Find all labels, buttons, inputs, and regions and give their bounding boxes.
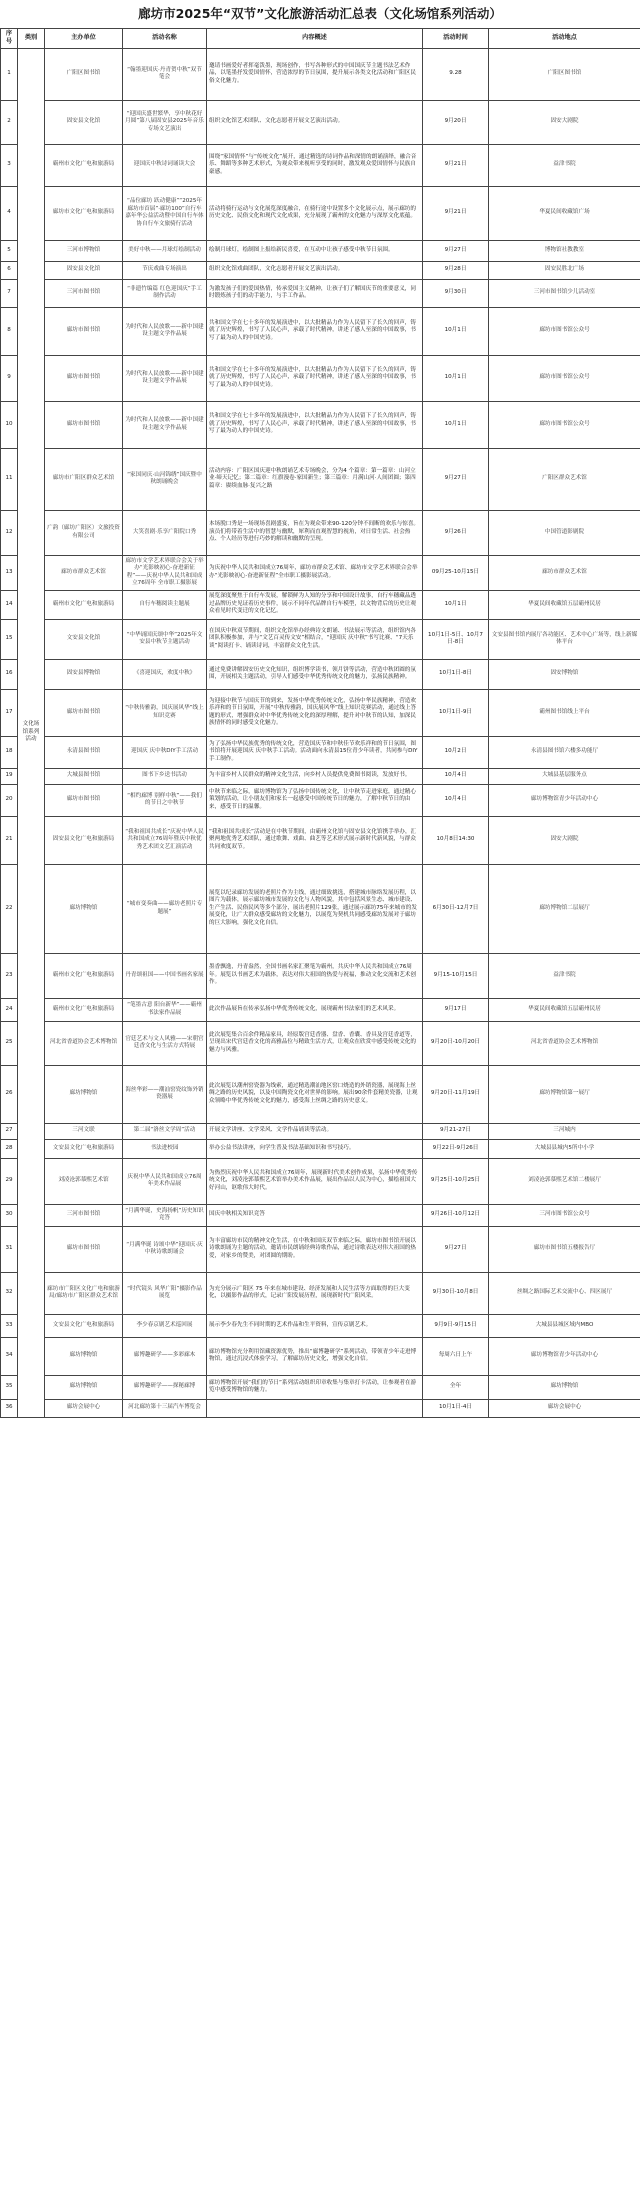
place-cell: 华夏民间收藏馆五层霸州民居	[489, 998, 640, 1021]
place-cell: 大城县县城区域内MBO	[489, 1314, 640, 1337]
organizer-cell: 廊坊市广阳区群众艺术馆	[45, 448, 123, 510]
table-row	[1, 1226, 640, 1272]
row-number: 28	[1, 1139, 18, 1158]
time-cell: 10月1日	[423, 307, 489, 355]
time-cell: 9月9日-9月15日	[423, 1314, 489, 1337]
description-cell: 共和国文学在七十多年的发展演进中，以大批精品力作为人民留下了长久的回声，铸就了历史辉煌，书写了人民心声，承载了时代精神，讲述了感人至深的中国故事，书写了最为动人的中国史诗。	[207, 307, 423, 355]
place-cell: 博物馆社教教室	[489, 240, 640, 261]
time-cell: 10月1日-4日	[423, 1399, 489, 1417]
time-cell: 全年	[423, 1375, 489, 1399]
description-cell: 活动将骑行运动与文化展览深度融合，在骑行途中设置多个文化展示点，展示廊坊的历史文化、民俗文化和现代文化成果，充分展现了霸州的文化魅力与深厚文化底蕴。	[207, 186, 423, 240]
activity-name-cell: 廊博趣研学——多彩廊木	[123, 1337, 207, 1375]
activity-name-cell: “月满华诞 诗颂中华”迎国庆·庆中秋诗歌朗诵会	[123, 1226, 207, 1272]
row-number: 36	[1, 1399, 18, 1417]
description-cell: 中秋节来临之际，廊坊博物馆为了弘扬中国传统文化，让中秋节走进家庭，通过精心策划的活动，让小朋友们和家长一起感受中国传统节日的魅力，了解中秋节日的由来，感受节日的温馨。	[207, 784, 423, 816]
row-number: 7	[1, 279, 18, 307]
organizer-cell: 文安县文化广电和旅游局	[45, 1314, 123, 1337]
description-cell: 共和国文学在七十多年的发展演进中，以大批精品力作为人民留下了长久的回声，铸就了历史辉煌，书写了人民心声，承载了时代精神，讲述了感人至深的中国故事，书写了最为动人的中国史诗。	[207, 401, 423, 448]
organizer-cell: 廊坊市图书馆	[45, 307, 123, 355]
header-time: 活动时间	[423, 29, 489, 49]
row-number: 9	[1, 355, 18, 401]
row-number: 15	[1, 619, 18, 659]
organizer-cell: 霸州市文化广电和旅游局	[45, 953, 123, 998]
activity-name-cell: “迎国庆盛世繁华，享中秋花好月圆”第八届固安县2025年音乐专场文艺演出	[123, 100, 207, 144]
place-cell: 廊坊市图书馆公众号	[489, 355, 640, 401]
time-cell: 9月20日	[423, 100, 489, 144]
table-row	[1, 689, 640, 736]
row-number: 19	[1, 768, 18, 784]
activity-name-cell: “笔墨古意 阳台新华”——霸州书法家作品展	[123, 998, 207, 1021]
header-organizer: 主办单位	[45, 29, 123, 49]
organizer-cell: 霸州市文化广电和旅游局	[45, 998, 123, 1021]
table-row	[1, 510, 640, 555]
document-title: 廊坊市2025年“双节”文化旅游活动汇总表（文化场馆系列活动）	[138, 6, 502, 21]
row-number: 10	[1, 401, 18, 448]
table-row	[1, 864, 640, 953]
row-number: 21	[1, 816, 18, 864]
time-cell: 10月1日	[423, 401, 489, 448]
organizer-cell: 固安县文化馆	[45, 261, 123, 279]
table-row	[1, 1021, 640, 1065]
organizer-cell: 三河市图书馆	[45, 1204, 123, 1226]
table-row	[1, 1399, 640, 1417]
organizer-cell: 廊坊会展中心	[45, 1399, 123, 1417]
table-row	[1, 261, 640, 279]
table-row	[1, 659, 640, 689]
description-cell: 围绕“家国情怀”与“传统文化”展开，通过精选的诗词作品和深情的朗诵演绎，融合音乐、舞蹈等多种艺术形式，为观众带来视听享受的同时，激发观众爱国情怀与民族自豪感。	[207, 144, 423, 186]
category-cell: 文化场馆系列活动	[18, 48, 45, 1417]
place-cell: 廊坊博物馆青少年活动中心	[489, 784, 640, 816]
table-row	[1, 1204, 640, 1226]
place-cell: 文安县图书馆内展厅各功能区、艺术中心广场等，线上新媒体平台	[489, 619, 640, 659]
table-row	[1, 279, 640, 307]
row-number: 13	[1, 555, 18, 590]
place-cell: 廊坊博物馆二层展厅	[489, 864, 640, 953]
description-cell: 为迎接中秋节与国庆节的到来，发扬中华优秀传统文化，弘扬中华民族精神，营造欢乐祥和的节日氛围，开展“中秋传雅韵，国庆展风华”线上知识竞赛活动，通过线上答题的形式，增强群众对中华优秀传统文化的深厚理解，提升对中秋节的认知，加深民族情怀的同时感受文化魅力。	[207, 689, 423, 736]
time-cell: 9月30日	[423, 279, 489, 307]
place-cell: 益津书院	[489, 144, 640, 186]
activity-name-cell: 河北廊坊第十三届汽车博览会	[123, 1399, 207, 1417]
time-cell: 6月30日-12月7日	[423, 864, 489, 953]
table-row	[1, 1337, 640, 1375]
header-description: 内容概述	[207, 29, 423, 49]
organizer-cell: 廊坊市文化广电和旅游局	[45, 186, 123, 240]
time-cell: 10月4日	[423, 784, 489, 816]
time-cell: 9月27日	[423, 240, 489, 261]
organizer-cell: 廊坊市图书馆	[45, 355, 123, 401]
organizer-cell: 廊坊博物馆	[45, 1375, 123, 1399]
place-cell: 廊坊市图书馆公众号	[489, 401, 640, 448]
activity-name-cell: 节庆戏曲专场演出	[123, 261, 207, 279]
time-cell: 9月27日	[423, 448, 489, 510]
description-cell: 组织文化馆戏曲团队，文化志愿者开展文艺演出活动。	[207, 261, 423, 279]
row-number: 22	[1, 864, 18, 953]
time-cell: 9月15-10月15日	[423, 953, 489, 998]
row-number: 1	[1, 48, 18, 100]
time-cell: 9.28	[423, 48, 489, 100]
description-cell: 邀请书画爱好者挥毫泼墨，现场创作，书写各种形式的中国国庆节主题书法艺术作品，以笔墨抒发爱国情怀，营造浓厚的节日氛围，提升展示各类文化活动和广阳区民俗文化魅力。	[207, 48, 423, 100]
activity-name-cell: “家国同庆·山河锦绣”国庆暨中秋朗诵晚会	[123, 448, 207, 510]
time-cell: 9月28日	[423, 261, 489, 279]
activity-name-cell: 美好中秋——月球灯绘制活动	[123, 240, 207, 261]
table-row	[1, 448, 640, 510]
organizer-cell: 廊坊市广阳区文化广电和旅游局/廊坊市广阳区群众艺术馆	[45, 1272, 123, 1314]
place-cell: 广阳区图书馆	[489, 48, 640, 100]
organizer-cell: 刘凌沧郭慕熙艺术馆	[45, 1158, 123, 1204]
place-cell: 廊坊市图书馆公众号	[489, 307, 640, 355]
row-number: 4	[1, 186, 18, 240]
organizer-cell: 廊坊市图书馆	[45, 784, 123, 816]
place-cell: 广阳区群众艺术馆	[489, 448, 640, 510]
description-cell: 活动内容：广阳区国庆迎中秋朗诵艺术专场晚会，分为4 个篇章：第一篇章：山河立业·缔天记忆；第二篇章：红旗漫卷·家国新生；第三篇章：月满山河·人间团圆；第四篇章：赓续血脉·复兴之路	[207, 448, 423, 510]
organizer-cell: 固安县文化馆	[45, 100, 123, 144]
time-cell: 10月1日	[423, 590, 489, 619]
table-row	[1, 816, 640, 864]
place-cell: 廊坊博物馆第一展厅	[489, 1065, 640, 1123]
row-number: 17	[1, 689, 18, 736]
organizer-cell: 廊坊博物馆	[45, 864, 123, 953]
activity-name-cell: “相约廊博 别样中秋”——我们的节日之中秋节	[123, 784, 207, 816]
table-row	[1, 590, 640, 619]
description-cell: 国庆中秋相关知识竞答	[207, 1204, 423, 1226]
row-number: 20	[1, 784, 18, 816]
description-cell: “我和祖国共成长”活动是在中秋节期间，由霸州文化馆与固安县文化馆携手举办，汇聚两地优秀艺术团队，通过歌舞、戏曲、曲艺等艺术形式展示新时代新风貌，与群众共同欢度双节。	[207, 816, 423, 864]
organizer-cell: 河北省香道协会艺术博物馆	[45, 1021, 123, 1065]
time-cell: 10月8日14:30	[423, 816, 489, 864]
row-number: 34	[1, 1337, 18, 1375]
description-cell: 举办公益书法讲座，向学生普及书法基础知识和书写技巧。	[207, 1139, 423, 1158]
row-number: 30	[1, 1204, 18, 1226]
table-row	[1, 48, 640, 100]
place-cell: 三河城内	[489, 1123, 640, 1139]
place-cell: 丝绸之路国际艺术交流中心、四区展厅	[489, 1272, 640, 1314]
row-number: 2	[1, 100, 18, 144]
description-cell: 展示李少春先生不同时期的艺术作品和生平资料，宣传京剧艺术。	[207, 1314, 423, 1337]
row-number: 31	[1, 1226, 18, 1272]
row-number: 33	[1, 1314, 18, 1337]
table-row	[1, 1375, 640, 1399]
table-row	[1, 240, 640, 261]
description-cell: 为充分展示广阳区 75 年来在城市建设、经济发展和人民生活等方面取得的巨大变化，以摄影作品的形式，记录广阳发展历程，展现新时代广阳风采。	[207, 1272, 423, 1314]
activity-name-cell: 庆祝中华人民共和国成立76周年美术作品展	[123, 1158, 207, 1204]
row-number: 26	[1, 1065, 18, 1123]
time-cell: 10月2日	[423, 736, 489, 768]
table-row	[1, 1123, 640, 1139]
header-no: 序号	[1, 29, 18, 49]
organizer-cell: 固安县文化广电和旅游局	[45, 816, 123, 864]
place-cell: 华夏民间收藏馆五层霸州民居	[489, 590, 640, 619]
organizer-cell: 廊坊博物馆	[45, 1065, 123, 1123]
row-number: 8	[1, 307, 18, 355]
row-number: 16	[1, 659, 18, 689]
organizer-cell: 文安县文化广电和旅游局	[45, 1139, 123, 1158]
activity-name-cell: 官廷艺术与文人风雅——宋朝官廷香文化与生活方式特展	[123, 1021, 207, 1065]
place-cell: 中国管道影剧院	[489, 510, 640, 555]
row-number: 11	[1, 448, 18, 510]
activity-name-cell: “城市变奏曲——廊坊老照片专题展”	[123, 864, 207, 953]
activity-name-cell: 《喜迎国庆，欢度中秋》	[123, 659, 207, 689]
table-row	[1, 186, 640, 240]
place-cell: 固安大剧院	[489, 100, 640, 144]
place-cell: 大城县县城内5所中小学	[489, 1139, 640, 1158]
table-row	[1, 1139, 640, 1158]
table-row	[1, 953, 640, 998]
place-cell: 廊坊市图书馆五楼报告厅	[489, 1226, 640, 1272]
time-cell: 9月21日	[423, 144, 489, 186]
description-cell: 共和国文学在七十多年的发展演进中，以大批精品力作为人民留下了长久的回声，铸就了历史辉煌，书写了人民心声，承载了时代精神，讲述了感人至深的中国故事，书写了最为动人的中国史诗。	[207, 355, 423, 401]
header-activity-name: 活动名称	[123, 29, 207, 49]
place-cell: 华夏民间收藏馆广场	[489, 186, 640, 240]
activity-name-cell: 廊博趣研学——探秘廊博	[123, 1375, 207, 1399]
activity-name-cell: 为时代和人民放歌——新中国建设主题文学作品展	[123, 401, 207, 448]
organizer-cell: 文安县文化馆	[45, 619, 123, 659]
description-cell: 此次作品展旨在传承弘扬中华优秀传统文化，展现霸州书法家们的艺术风采。	[207, 998, 423, 1021]
organizer-cell: 霸州市文化广电和旅游局	[45, 144, 123, 186]
organizer-cell: 三河市图书馆	[45, 279, 123, 307]
description-cell: 墨香飘逸，丹青盎然，全国书画名家汇聚笔为霸州，共庆中华人民共和国成立76周年。展览以书画艺术为载体，表达对伟大祖国的热爱与祝福，推动文化交流和艺术创作。	[207, 953, 423, 998]
activity-name-cell: 海丝华彩——潮汕窑瓷纹饰外销瓷器展	[123, 1065, 207, 1123]
table-row	[1, 100, 640, 144]
activity-name-cell: 迎国庆中秋诗词诵读大会	[123, 144, 207, 186]
activity-name-cell: 迎国庆 庆中秋DIY手工活动	[123, 736, 207, 768]
organizer-cell: 固安县博物馆	[45, 659, 123, 689]
description-cell: 为丰富廊坊市民的精神文化生活，在中秋和国庆双节来临之际，廊坊市图书馆开展以诗歌朗诵为主题的活动，邀请市民朗诵经典诗歌作品，通过诗歌表达对伟大祖国的热爱，对家乡的赞美，对团圆的期盼。	[207, 1226, 423, 1272]
organizer-cell: 广韵（廊坊广阳区）文旅投资有限公司	[45, 510, 123, 555]
time-cell: 每周六日上午	[423, 1337, 489, 1375]
place-cell: 刘凌沧郭慕熙艺术馆二楼展厅	[489, 1158, 640, 1204]
time-cell: 10月1日-9日	[423, 689, 489, 736]
row-number: 27	[1, 1123, 18, 1139]
description-cell: 廊坊博物馆充分利用馆藏资源优势，推出“廊博趣研学”系列活动，带领青少年走进博物馆，通过沉浸式体验学习，了解廊坊历史文化，增强文化自信。	[207, 1337, 423, 1375]
header-category: 类别	[18, 29, 45, 49]
activity-name-cell: 为时代和人民放歌——新中国建设主题文学作品展	[123, 355, 207, 401]
place-cell: 三河市图书馆少儿活动室	[489, 279, 640, 307]
activity-name-cell: “翰墨迎国庆·丹青贺中秋”双节笔会	[123, 48, 207, 100]
time-cell: 9月21-27日	[423, 1123, 489, 1139]
place-cell: 益津书院	[489, 953, 640, 998]
description-cell: 组织文化馆艺术团队、文化志愿者开展文艺演出活动。	[207, 100, 423, 144]
organizer-cell: 廊坊市图书馆	[45, 689, 123, 736]
activity-name-cell: 大笑喜剧·乐享广阳院口秀	[123, 510, 207, 555]
place-cell: 廊坊市群众艺术馆	[489, 555, 640, 590]
description-cell: 绘制月球灯，绘制图上报给新民喜爱，在互动中让孩子感受中秋节日氛围。	[207, 240, 423, 261]
table-row	[1, 619, 640, 659]
place-cell: 霸州图书馆线上平台	[489, 689, 640, 736]
organizer-cell: 廊坊博物馆	[45, 1337, 123, 1375]
time-cell: 10月1日-8日	[423, 659, 489, 689]
row-number: 5	[1, 240, 18, 261]
organizer-cell: 广阳区图书馆	[45, 48, 123, 100]
row-number: 23	[1, 953, 18, 998]
table-row	[1, 998, 640, 1021]
activity-name-cell: 自行车穗阅读主题展	[123, 590, 207, 619]
activity-name-cell: 李少春京剧艺术巡回展	[123, 1314, 207, 1337]
description-cell: 为激发孩子们的爱国热情，传承爱国主义精神，让孩子们了解国庆节的重要意义，同时锻炼孩子们的动手能力，与手工作品。	[207, 279, 423, 307]
organizer-cell: 三河市博物馆	[45, 240, 123, 261]
description-cell: 为丰富乡村人民群众的精神文化生活，向乡村人员提供免费图书阅读，发放好书。	[207, 768, 423, 784]
table-row	[1, 1065, 640, 1123]
place-cell: 河北省香道协会艺术博物馆	[489, 1021, 640, 1065]
organizer-cell: 霸州市文化广电和旅游局	[45, 590, 123, 619]
organizer-cell: 廊坊市图书馆	[45, 401, 123, 448]
table-row	[1, 401, 640, 448]
activity-name-cell: 廊坊市文学艺术界联合会关于举办“光影映初心·奋进新征程”——庆祝中华人民共和国成立76周年 全市职工摄影展	[123, 555, 207, 590]
description-cell	[207, 1399, 423, 1417]
place-cell: 永清县图书馆六楼多功能厅	[489, 736, 640, 768]
description-cell: 展览深度聚焦于自行车发展，解锁鲜为人知的分享和中国设计故事，自行车穗藏品透过品牌历史见证着历史事件，展示不同年代品牌自行车模型，以文物背后的历史让观众看见时代变迁的文化记忆。	[207, 590, 423, 619]
table-body	[1, 48, 640, 1417]
row-number: 24	[1, 998, 18, 1021]
organizer-cell: 永清县图书馆	[45, 736, 123, 768]
table-row	[1, 1158, 640, 1204]
row-number: 18	[1, 736, 18, 768]
description-cell: 此次展览集合百余件精品家具，经原版宫廷香器、盘香、香囊、香具及宫廷香道等，呈现出宋代宫廷香文化的高雅品位与精致生活方式，让观众在欣赏中感受传统文化的魅力与风雅。	[207, 1021, 423, 1065]
table-row	[1, 144, 640, 186]
place-cell: 大城县基层服务点	[489, 768, 640, 784]
activity-table	[0, 28, 640, 1418]
place-cell: 三河市图书馆公众号	[489, 1204, 640, 1226]
place-cell: 廊坊博物馆青少年活动中心	[489, 1337, 640, 1375]
activity-name-cell: 丹青颂祖国——中国书画名家展	[123, 953, 207, 998]
table-row	[1, 1314, 640, 1337]
row-number: 32	[1, 1272, 18, 1314]
description-cell: 展览以纪录廊坊发展的老照片作为主线，通过细致挑选，搭建城市脉络发展历程，以图片为载体，展示廊坊城市发展的文化与人物风貌，其中包括风景生态、城市建设、生产生活、民俗民风等多个部分，展出老照片129张，通过展示廊坊75年来城市的发展变化，让广大群众感受廊坊的文化魅力，以展览为契机共同感受廊坊发展对于廊坊的巨大影响，强化文化自信。	[207, 864, 423, 953]
activity-name-cell: “中秋传雅韵，国庆展风华”线上知识竞赛	[123, 689, 207, 736]
table-row	[1, 784, 640, 816]
table-row	[1, 768, 640, 784]
activity-name-cell: “中华诵国庆颂中华”2025年文安县中秋节主题活动	[123, 619, 207, 659]
time-cell: 09月25-10月15日	[423, 555, 489, 590]
time-cell: 10月1日	[423, 355, 489, 401]
header-row	[1, 29, 640, 49]
table-row	[1, 736, 640, 768]
row-number: 25	[1, 1021, 18, 1065]
time-cell: 9月20日-11月19日	[423, 1065, 489, 1123]
row-number: 3	[1, 144, 18, 186]
table-row	[1, 307, 640, 355]
description-cell: 开展文学讲座、文学采风、文学作品诵读等活动。	[207, 1123, 423, 1139]
activity-name-cell: “时代镜头 风华广阳”摄影作品展览	[123, 1272, 207, 1314]
row-number: 12	[1, 510, 18, 555]
place-cell: 固安民胜北广场	[489, 261, 640, 279]
time-cell: 9月20日-10月20日	[423, 1021, 489, 1065]
row-number: 35	[1, 1375, 18, 1399]
time-cell: 10月4日	[423, 768, 489, 784]
time-cell: 9月30日-10月8日	[423, 1272, 489, 1314]
description-cell: 为庆祝中华人民共和国成立76周年，廊坊市群众艺术馆、廊坊市文学艺术界联合会举办“光影映初心·奋进新征程”全市职工摄影展活动。	[207, 555, 423, 590]
time-cell: 9月22日-9月26日	[423, 1139, 489, 1158]
organizer-cell: 三河文联	[45, 1123, 123, 1139]
time-cell: 9月27日	[423, 1226, 489, 1272]
activity-name-cell: 书法进校园	[123, 1139, 207, 1158]
activity-name-cell: “月满华诞，史海扬帆”历史知识竞答	[123, 1204, 207, 1226]
activity-name-cell: 图书下乡送书活动	[123, 768, 207, 784]
table-row	[1, 1272, 640, 1314]
organizer-cell: 大城县图书馆	[45, 768, 123, 784]
place-cell: 廊坊博物馆	[489, 1375, 640, 1399]
time-cell: 9月21日	[423, 186, 489, 240]
activity-name-cell: “非遗竹编篇 红色迎国庆”手工制作活动	[123, 279, 207, 307]
description-cell: 此次展览以潮州窑瓷器为线索，通过精选潮汕地区窑口烧造的外销瓷器，展现海上丝绸之路的历史风貌，以及中国陶瓷文化对世界的影响。展出90余件套精美瓷器，让观众领略中华优秀传统文化的魅力，感受海上丝绸之路的历史意义。	[207, 1065, 423, 1123]
table-row	[1, 355, 640, 401]
description-cell: 廊坊博物馆开展“我们的节日”系列活动组织印章收集与集章打卡活动，让参观者在游览中感受博物馆的魅力。	[207, 1375, 423, 1399]
table-row	[1, 555, 640, 590]
place-cell: 廊坊会展中心	[489, 1399, 640, 1417]
time-cell: 10月1日-5日、10月7日-8日	[423, 619, 489, 659]
row-number: 29	[1, 1158, 18, 1204]
activity-name-cell: “品位廊坊 跃动健康”“2025年廊坊市首届”·廊坊100”自行车嘉年华公益活动暨中国自行车体协自行车文旅骑行活动	[123, 186, 207, 240]
description-cell: 为热烈庆祝中华人民共和国成立76周年，展现新时代美术创作成果，弘扬中华优秀传统文化，刘凌沧郭慕熙艺术馆举办美术作品展，展出作品以人民为中心，描绘祖国大好河山，讴歌伟大时代。	[207, 1158, 423, 1204]
description-cell: 在国庆中秋双节期间，组织文化馆举办经典诗文朗诵、书法展示等活动，组织馆内各团队积极参加，并与“文艺百灵传文安”相结合，“迎国庆 庆中秋”书写比赛、“7天乐谈”阅读打卡、诵读诗词，丰富群众文化生活。	[207, 619, 423, 659]
place-cell: 固安大剧院	[489, 816, 640, 864]
activity-name-cell: “我和祖国共成长”庆祝中华人民共和国成立76周年暨庆中秋优秀艺术团文艺汇演活动	[123, 816, 207, 864]
organizer-cell: 廊坊市图书馆	[45, 1226, 123, 1272]
description-cell: 通过免费讲解固安历史文化知识，组织博学读书，领月饼等活动，营造中秋团圆的氛围，开展相关主题活动，引导人们感受中华优秀传统文化的魅力，弘扬民族精神。	[207, 659, 423, 689]
header-place: 活动地点	[489, 29, 640, 49]
time-cell: 9月26日-10月12日	[423, 1204, 489, 1226]
description-cell: 为了弘扬中华民族优秀的传统文化，营造国庆节和中秋佳节欢乐祥和的节日氛围，图书馆将开展迎国庆 庆中秋手工活动。活动面向永清县15位青少年读者，共同参与DIY手工制作。	[207, 736, 423, 768]
organizer-cell: 廊坊市群众艺术馆	[45, 555, 123, 590]
time-cell: 9月17日	[423, 998, 489, 1021]
time-cell: 9月26日	[423, 510, 489, 555]
activity-name-cell: 为时代和人民放歌——新中国建设主题文学作品展	[123, 307, 207, 355]
row-number: 6	[1, 261, 18, 279]
activity-name-cell: 第二届“洛丝文学周”活动	[123, 1123, 207, 1139]
row-number: 14	[1, 590, 18, 619]
description-cell: 本场脱口秀是一场现场喜剧盛宴，旨在为观众带来90-120分钟不间断的欢乐与惊喜。演员们将带着生活中的智慧与幽默，犀利而直观智慧的视角，对日常生活、社会热点、个人经历等进行巧妙的解读和幽默的呈现。	[207, 510, 423, 555]
time-cell: 9月25日-10月25日	[423, 1158, 489, 1204]
place-cell: 固安博物馆	[489, 659, 640, 689]
